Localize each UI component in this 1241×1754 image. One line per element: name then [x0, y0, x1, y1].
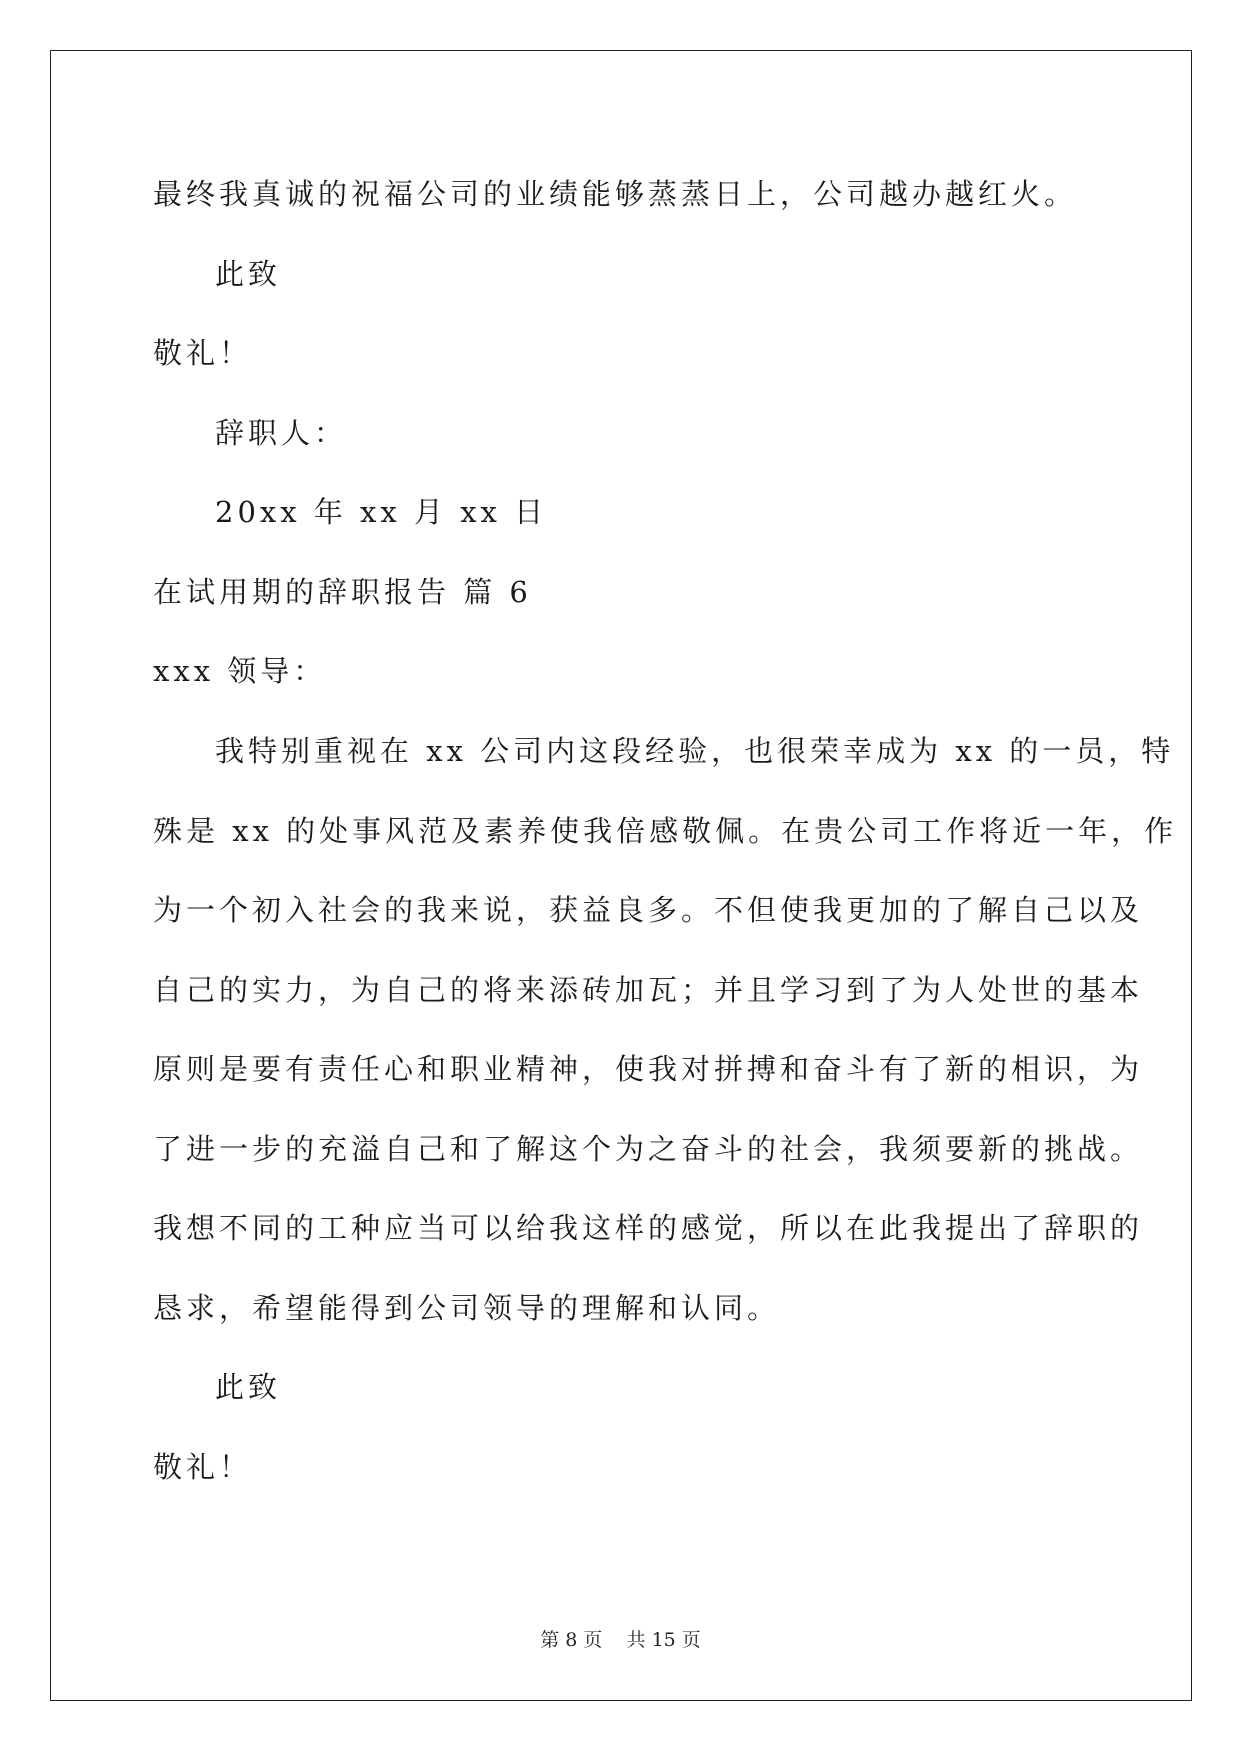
body-line: 我特别重视在 xx 公司内这段经验，也很荣幸成为 xx 的一员，特 — [215, 734, 1175, 768]
salutation-ci-zhi: 此致 — [215, 257, 282, 291]
date-line: 20xx 年 xx 月 xx 日 — [215, 495, 548, 529]
closing-wish: 最终我真诚的祝福公司的业绩能够蒸蒸日上，公司越办越红火。 — [153, 177, 1078, 211]
salutation-jing-li: 敬礼！ — [153, 1450, 253, 1484]
body-line: 自己的实力，为自己的将来添砖加瓦；并且学习到了为人处世的基本 — [153, 973, 1144, 1007]
body-line: 恳求，希望能得到公司领导的理解和认同。 — [153, 1291, 781, 1325]
body-line: 为一个初入社会的我来说，获益良多。不但使我更加的了解自己以及 — [153, 893, 1144, 927]
body-line: 殊是 xx 的处事风范及素养使我倍感敬佩。在贵公司工作将近一年，作 — [153, 814, 1178, 848]
section-heading: 在试用期的辞职报告 篇 6 — [153, 575, 532, 609]
body-line: 我想不同的工种应当可以给我这样的感觉，所以在此我提出了辞职的 — [153, 1211, 1144, 1245]
resigner-label: 辞职人： — [215, 416, 348, 450]
salutation-ci-zhi: 此致 — [215, 1370, 282, 1404]
body-line: 了进一步的充溢自己和了解这个为之奋斗的社会，我须要新的挑战。 — [153, 1132, 1144, 1166]
addressee: xxx 领导： — [153, 654, 327, 688]
salutation-jing-li: 敬礼！ — [153, 336, 253, 370]
page-indicator: 第 8 页 共 15 页 — [540, 1629, 701, 1651]
body-line: 原则是要有责任心和职业精神，使我对拼搏和奋斗有了新的相识，为 — [153, 1052, 1144, 1086]
